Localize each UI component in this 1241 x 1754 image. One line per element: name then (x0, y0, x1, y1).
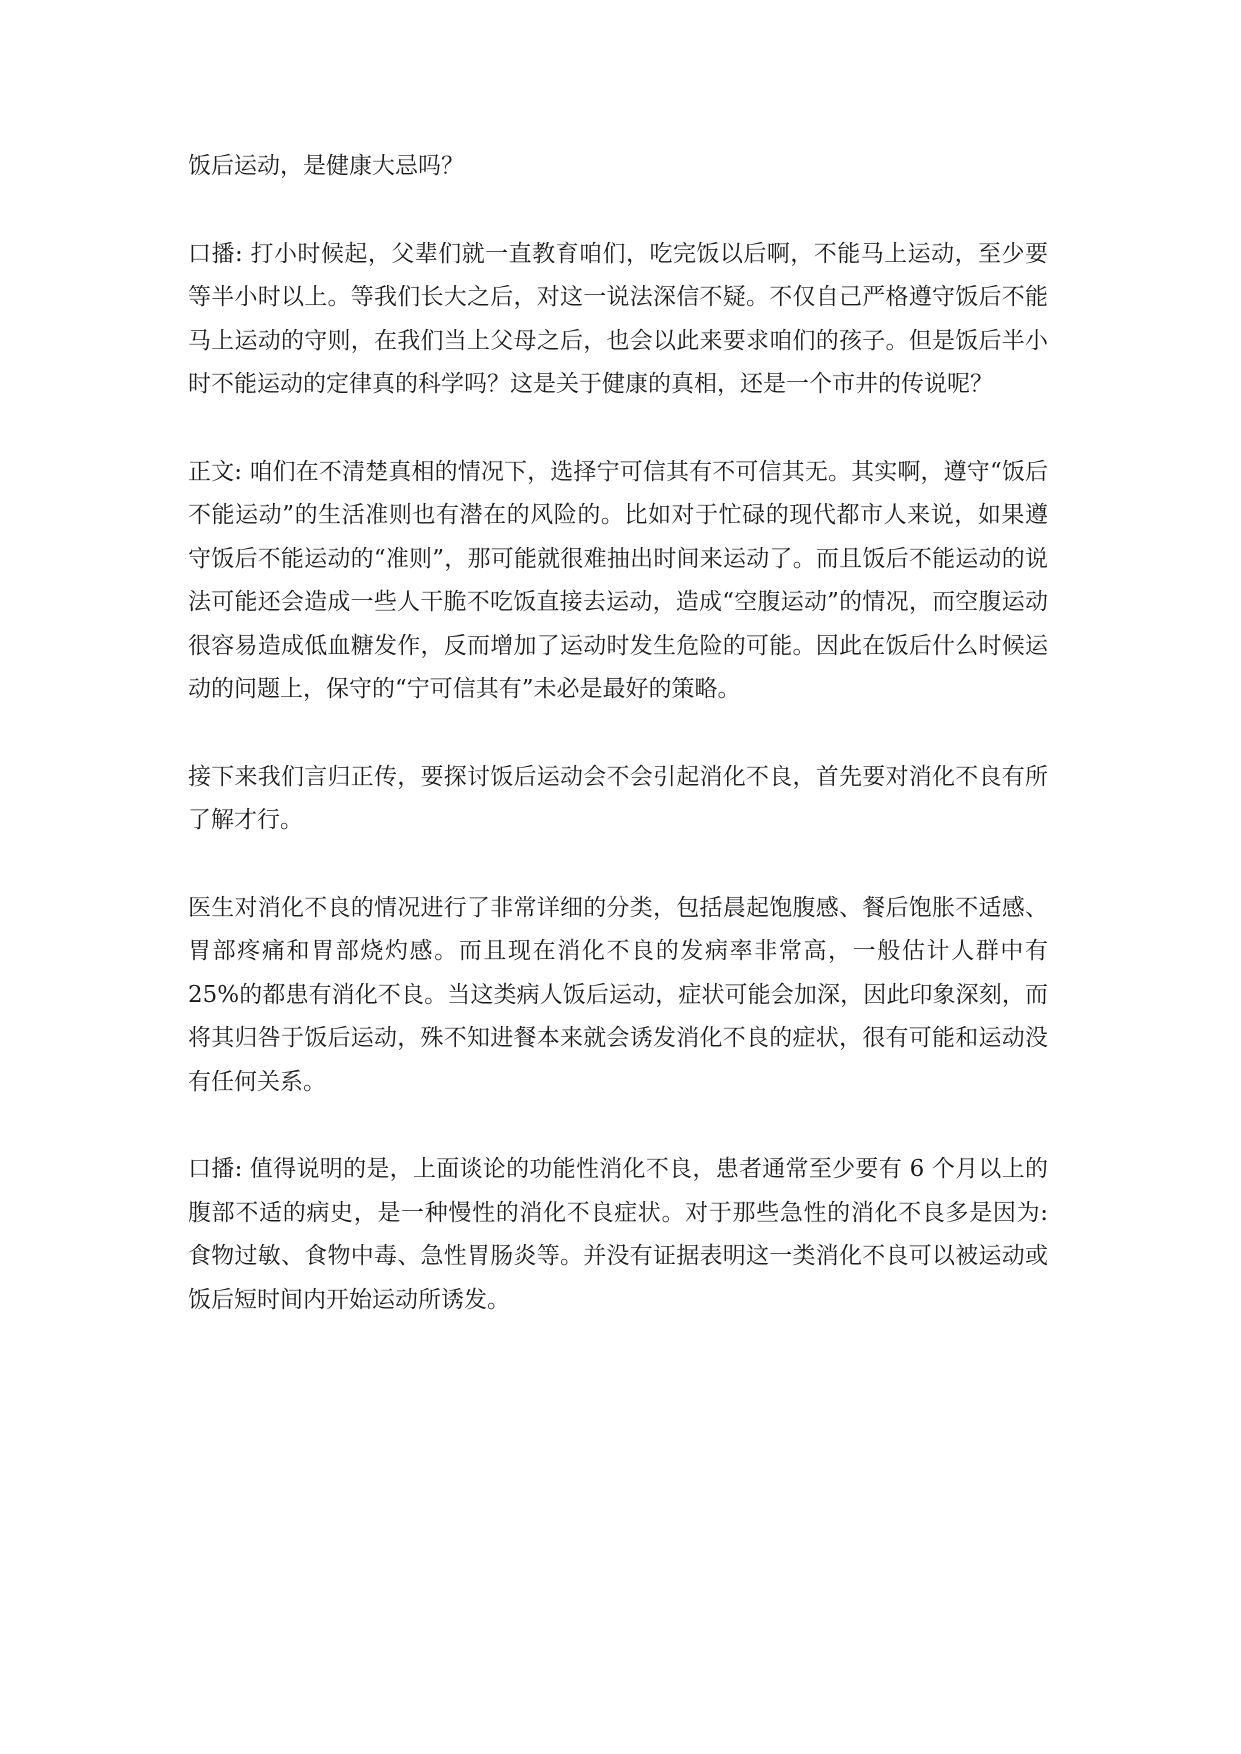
paragraph-main-text: 正文: 咱们在不清楚真相的情况下，选择宁可信其有不可信其无。其实啊，遵守“饭后不能运动”的生活准则也有潜在的风险的。比如对于忙碌的现代都市人来说，如果遵守饭后不能运动的“准则”，那可能就很难抽出时间来运动了。而且饭后不能运动的说法可能还会造成一些人干脆不吃饭直接去运动，造成“空腹运动”的情况，而空腹运动很容易造成低血糖发作，反而增加了运动时发生危险的可能。因此在饭后什么时候运动的问题上，保守的“宁可信其有”未必是最好的策略。 (188, 458, 1048, 702)
paragraph-indigestion-classification: 医生对消化不良的情况进行了非常详细的分类，包括晨起饱腹感、餐后饱胀不适感、胃部疼痛和胃部烧灼感。而且现在消化不良的发病率非常高，一般估计人群中有 25%的都患有消化不良。当这类病人饭后运动，症状可能会加深，因此印象深刻，而将其归咎于饭后运动，殊不知进餐本来就会诱发消化不良的症状，很有可能和运动没有任何关系。 (188, 894, 1048, 1095)
document-title: 饭后运动，是健康大忌吗？ (188, 153, 464, 179)
document-page (188, 145, 1048, 1322)
paragraph-transition: 接下来我们言归正传，要探讨饭后运动会不会引起消化不良，首先要对消化不良有所了解才行。 (188, 763, 1048, 833)
paragraph-closing-broadcast: 口播: 值得说明的是，上面谈论的功能性消化不良，患者通常至少要有 6 个月以上的腹部不适的病史，是一种慢性的消化不良症状。对于那些急性的消化不良多是因为: 食物过敏、食物中毒、急性胃肠炎等。并没有证据表明这一类消化不良可以被运动或饭后短时间内开始运动所诱发。 (188, 1156, 1048, 1313)
paragraph-intro-broadcast: 口播: 打小时候起，父辈们就一直教育咱们，吃完饭以后啊，不能马上运动，至少要等半小时以上。等我们长大之后，对这一说法深信不疑。不仅自己严格遵守饭后不能马上运动的守则，在我们当上父母之后，也会以此来要求咱们的孩子。但是饭后半小时不能运动的定律真的科学吗？这是关于健康的真相，还是一个市井的传说呢？ (188, 240, 1048, 397)
